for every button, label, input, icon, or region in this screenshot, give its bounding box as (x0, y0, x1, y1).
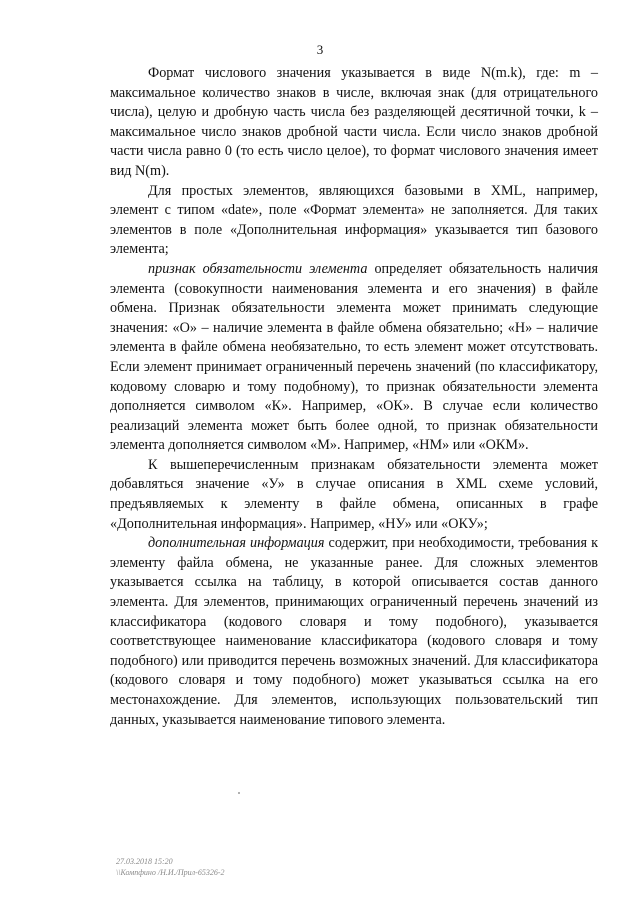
paragraph-additional-info (110, 534, 598, 730)
paragraph-mandatory-sign-text: определяет обязательность наличия элемента (совокупности наименования элемента и его значения) в файле обмена. Признак обязательности элемента может принимать следующие значения: «О» – наличие элемента в файле обмена обязательно; «Н» – наличие элемента в файле обмена необязательно, то есть элемент может отсутствовать. Если элемент принимает ограниченный перечень значений (по классификатору, кодовому словарю и тому подобному), то признак обязательности элемента дополняется символом «К». Например, «ОК». В случае если количество реализаций элемента может быть более одной, то признак обязательности элемента дополняется символом «М». Например, «НМ» или «ОКМ». (110, 260, 598, 454)
paragraph-additional-info-text: содержит, при необходимости, требования к элементу файла обмена, не указанные ранее. Для сложных элементов указывается ссылка на таблицу, в которой описывается состав данного элемента. Для элементов, принимающих ограниченный перечень значений из классификатора (кодового словаря и тому подобного), указывается соответствующее наименование классификатора (кодового словаря и тому подобного) или приводится перечень возможных значений. Для классификатора (кодового словаря и тому подобного) может указываться ссылка на его местонахождение. Для элементов, использующих пользовательский тип данных, указывается наименование типового элемента. (110, 535, 598, 728)
term-additional-info: дополнительная информация (148, 535, 325, 552)
paragraph-mandatory-sign (110, 260, 598, 456)
print-stamp (116, 856, 225, 878)
paragraph-condition-value: К вышеперечисленным признакам обязательности элемента может добавляться значение «У» в случае описания в XML схеме условий, предъявляемых к элементу в файле обмена, описанных в графе «Дополнительная информация». Например, «НУ» или «ОКУ»; (110, 456, 598, 532)
page-number: 3 (316, 42, 324, 57)
print-stamp-datetime: 27.03.2018 15:20 (116, 857, 173, 866)
scan-speck (238, 792, 240, 794)
term-mandatory-sign: признак обязательности элемента (148, 260, 368, 277)
print-stamp-path: \\Компфино /Н.И./Прил-65326-2 (116, 868, 225, 877)
body-text (110, 64, 598, 730)
paragraph-simple-elements: Для простых элементов, являющихся базовыми в XML, например, элемент с типом «date», поле «Формат элемента» не заполняется. Для таких элементов в поле «Дополнительная информация» указывается тип базового элемента; (110, 182, 598, 258)
paragraph-numeric-format: Формат числового значения указывается в виде N(m.k), где: m – максимальное количество знаков в числе, включая знак (для отрицательного числа), целую и дробную часть числа без разделяющей десятичной точки, k – максимальное число знаков дробной части числа. Если число знаков дробной части числа равно 0 (то есть число целое), то формат числового значения имеет вид N(m). (110, 65, 598, 179)
